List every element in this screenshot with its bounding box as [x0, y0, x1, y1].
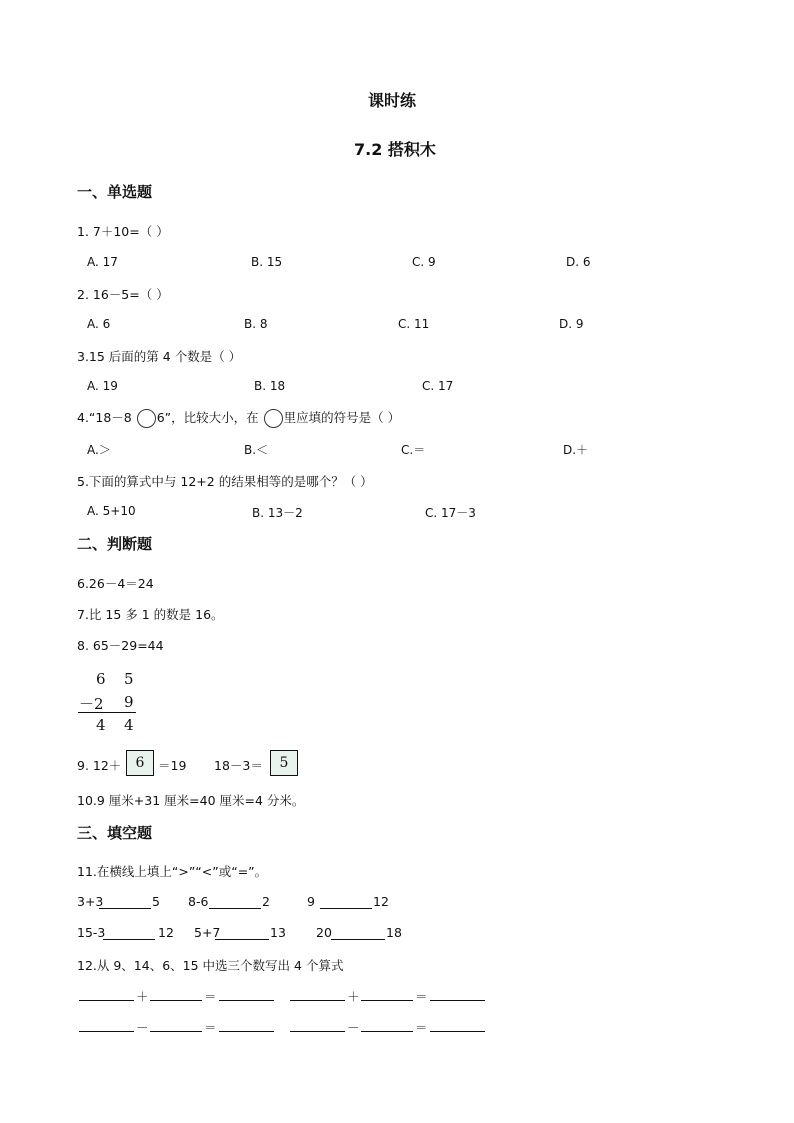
equation-blank[interactable]	[290, 1000, 345, 1001]
comparison-circle-icon	[264, 409, 283, 428]
compare-blank[interactable]	[215, 939, 269, 940]
compare-left: 5+7	[194, 925, 221, 940]
q5-option-b: B. 13－2	[252, 506, 303, 520]
question-6: 6.26－4＝24	[77, 576, 154, 591]
q3-option-c: C. 17	[422, 379, 454, 393]
q4-stem-part-c: 里应填的符号是（ ）	[283, 410, 401, 425]
q1-option-c: C. 9	[412, 255, 436, 269]
q9-part-1: 9. 12＋	[77, 758, 122, 773]
vertical-digit: 4	[124, 716, 134, 734]
question-1: 1. 7＋10=（ ）	[77, 224, 169, 239]
question-4	[77, 408, 400, 428]
minus-sign: －	[347, 1020, 360, 1035]
equation-blank[interactable]	[361, 1000, 413, 1001]
q5-option-c: C. 17－3	[425, 506, 476, 520]
q1-option-d: D. 6	[566, 255, 591, 269]
question-12: 12.从 9、14、6、15 中选三个数写出 4 个算式	[77, 958, 344, 973]
equation-blank[interactable]	[430, 1000, 485, 1001]
equation-blank[interactable]	[79, 1000, 134, 1001]
vertical-digit: 6	[96, 670, 106, 688]
q4-option-c: C.＝	[401, 443, 426, 457]
compare-right: 13	[270, 925, 286, 940]
vertical-divider-line	[78, 712, 136, 713]
page-title: 课时练	[368, 91, 417, 110]
q3-option-a: A. 19	[87, 379, 118, 393]
equation-blank[interactable]	[290, 1031, 345, 1032]
vertical-digit: －2	[79, 695, 104, 713]
q9-answer-box-2: 5	[270, 750, 298, 776]
question-8: 8. 65－29=44	[77, 638, 164, 653]
vertical-digit: 5	[124, 670, 134, 688]
q4-option-b: B.＜	[244, 443, 269, 457]
q2-option-c: C. 11	[398, 317, 430, 331]
equation-blank[interactable]	[361, 1031, 413, 1032]
q1-option-b: B. 15	[251, 255, 283, 269]
compare-blank[interactable]	[99, 908, 151, 909]
equals-sign: ＝	[415, 1020, 428, 1035]
q9-part-2: ＝19	[158, 758, 187, 773]
q5-option-a: A. 5+10	[87, 504, 136, 518]
equals-sign: ＝	[415, 989, 428, 1004]
compare-blank[interactable]	[331, 939, 385, 940]
equation-blank[interactable]	[150, 1000, 202, 1001]
section-heading-single-choice: 一、单选题	[77, 183, 153, 201]
compare-right: 5	[152, 894, 160, 909]
compare-left: 3+3	[77, 894, 104, 909]
compare-right: 18	[386, 925, 402, 940]
q4-option-d: D.＋	[563, 443, 589, 457]
question-7: 7.比 15 多 1 的数是 16。	[77, 607, 224, 622]
question-2: 2. 16－5=（ ）	[77, 287, 169, 302]
q4-stem-part-b: 6”，比较大小，在	[156, 410, 263, 425]
comparison-circle-icon	[137, 409, 156, 428]
compare-right: 12	[158, 925, 174, 940]
compare-left: 15-3	[77, 925, 106, 940]
equation-blank[interactable]	[430, 1031, 485, 1032]
plus-sign: ＋	[136, 989, 149, 1004]
vertical-digit: 9	[124, 693, 134, 711]
q3-option-b: B. 18	[254, 379, 286, 393]
equation-blank[interactable]	[219, 1000, 274, 1001]
equation-blank[interactable]	[219, 1031, 274, 1032]
equation-blank[interactable]	[150, 1031, 202, 1032]
question-11: 11.在横线上填上“>”“<”或“=”。	[77, 864, 268, 879]
compare-left: 8-6	[188, 894, 209, 909]
plus-sign: ＋	[347, 989, 360, 1004]
q9-answer-box-1: 6	[126, 750, 154, 776]
q2-option-d: D. 9	[559, 317, 584, 331]
q4-option-a: A.＞	[87, 443, 111, 457]
section-heading-true-false: 二、判断题	[77, 535, 153, 553]
vertical-digit: 4	[96, 716, 106, 734]
equals-sign: ＝	[204, 1020, 217, 1035]
equation-blank[interactable]	[79, 1031, 134, 1032]
compare-blank[interactable]	[320, 908, 372, 909]
q9-part-3: 18－3＝	[214, 758, 263, 773]
page-subtitle: 7.2 搭积木	[354, 140, 436, 159]
equals-sign: ＝	[204, 989, 217, 1004]
question-3: 3.15 后面的第 4 个数是（ ）	[77, 349, 242, 364]
section-heading-fill-blank: 三、填空题	[77, 824, 153, 842]
compare-right: 2	[262, 894, 270, 909]
q2-option-b: B. 8	[244, 317, 268, 331]
compare-left: 9	[307, 894, 315, 909]
q2-option-a: A. 6	[87, 317, 111, 331]
q4-stem-part-a: 4.“18－8	[77, 410, 136, 425]
q1-option-a: A. 17	[87, 255, 118, 269]
compare-blank[interactable]	[209, 908, 261, 909]
question-5: 5.下面的算式中与 12+2 的结果相等的是哪个？（ ）	[77, 474, 373, 489]
compare-right: 12	[373, 894, 389, 909]
compare-blank[interactable]	[103, 939, 155, 940]
minus-sign: －	[136, 1020, 149, 1035]
question-10: 10.9 厘米+31 厘米=40 厘米=4 分米。	[77, 793, 305, 808]
compare-left: 20	[316, 925, 332, 940]
